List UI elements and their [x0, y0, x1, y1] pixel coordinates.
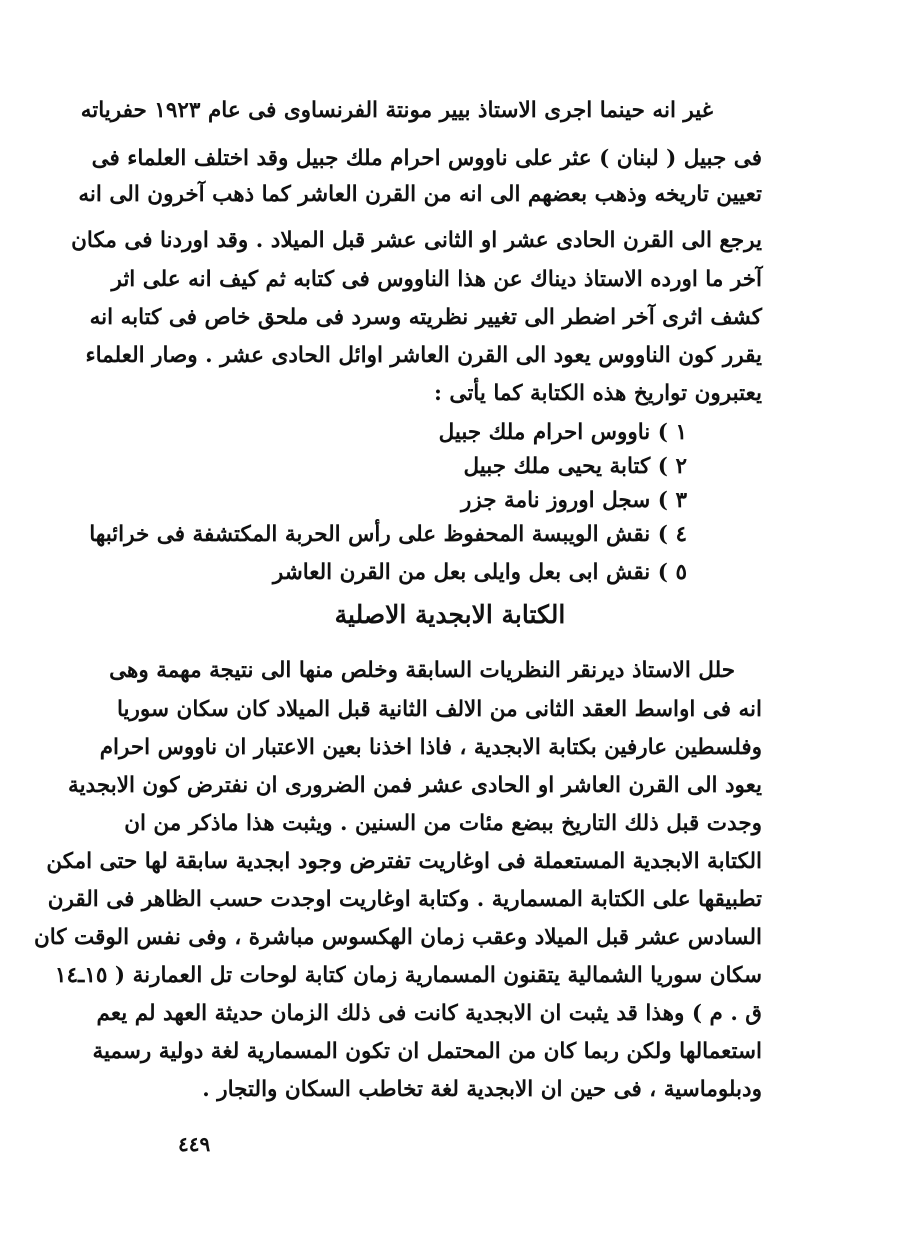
- text-line: ق . م ) وهذا قد يثبت ان الابجدية كانت فى ذلك الزمان حديثة العهد لم يعم: [96, 1001, 762, 1026]
- text-line: انه فى اواسط العقد الثانى من الالف الثانية قبل الميلاد كان سكان سوريا: [117, 697, 762, 722]
- text-line: فى جبيل ( لبنان ) عثر على ناووس احرام ملك جبيل وقد اختلف العلماء فى: [91, 146, 762, 171]
- text-line: آخر ما اورده الاستاذ ديناك عن هذا الناووس فى كتابه ثم كيف انه على اثر: [111, 267, 762, 292]
- text-line: تعيين تاريخه وذهب بعضهم الى انه من القرن العاشر كما ذهب آخرون الى انه: [78, 182, 762, 207]
- text-line: الكتابة الابجدية المستعملة فى اوغاريت تفترض وجود ابجدية سابقة لها حتى امكن: [46, 849, 762, 874]
- text-line: يرجع الى القرن الحادى عشر او الثانى عشر قبل الميلاد . وقد اوردنا فى مكان: [71, 228, 762, 253]
- text-line: تطبيقها على الكتابة المسمارية . وكتابة اوغاريت اوجدت حسب الظاهر فى القرن: [47, 887, 762, 912]
- list-item: ٢ ) كتابة يحيى ملك جبيل: [463, 454, 687, 479]
- text-line: يعتبرون تواريخ هذه الكتابة كما يأتى :: [433, 381, 762, 406]
- list-item: ٣ ) سجل اوروز نامة جزر: [461, 488, 687, 513]
- page-number: ٤٤٩: [178, 1132, 211, 1156]
- section-heading: الكتابة الابجدية الاصلية: [334, 600, 566, 629]
- text-line: كشف اثرى آخر اضطر الى تغيير نظريته وسرد فى ملحق خاص فى كتابه انه: [89, 305, 762, 330]
- text-line: السادس عشر قبل الميلاد وعقب زمان الهكسوس مباشرة ، وفى نفس الوقت كان: [33, 925, 762, 950]
- list-item: ٤ ) نقش الويبسة المحفوظ على رأس الحربة المكتشفة فى خرائبها: [89, 522, 687, 547]
- text-line: يقرر كون الناووس يعود الى القرن العاشر اوائل الحادى عشر . وصار العلماء: [85, 343, 762, 368]
- text-line: ودبلوماسية ، فى حين ان الابجدية لغة تخاطب السكان والتجار .: [202, 1077, 762, 1102]
- text-line: وفلسطين عارفين بكتابة الابجدية ، فاذا اخذنا بعين الاعتبار ان ناووس احرام: [99, 735, 762, 760]
- text-line: وجدت قبل ذلك التاريخ ببضع مئات من السنين . ويثبت هذا ماذكر من ان: [124, 811, 762, 836]
- text-line: حلل الاستاذ ديرنقر النظريات السابقة وخلص منها الى نتيجة مهمة وهى: [109, 658, 735, 683]
- list-item: ٥ ) نقش ابى بعل وايلى بعل من القرن العاشر: [272, 560, 687, 585]
- list-item: ١ ) ناووس احرام ملك جبيل: [438, 420, 687, 445]
- text-line: يعود الى القرن العاشر او الحادى عشر فمن الضرورى ان نفترض كون الابجدية: [68, 773, 762, 798]
- text-line: غير انه حينما اجرى الاستاذ بيير مونتة الفرنساوى فى عام ١٩٢٣ حفرياته: [80, 98, 713, 123]
- text-line: استعمالها ولكن ربما كان من المحتمل ان تكون المسمارية لغة دولية رسمية: [92, 1039, 762, 1064]
- text-line: سكان سوريا الشمالية يتقنون المسمارية زمان كتابة لوحات تل العمارنة ( ١٥ـ١٤: [54, 963, 762, 988]
